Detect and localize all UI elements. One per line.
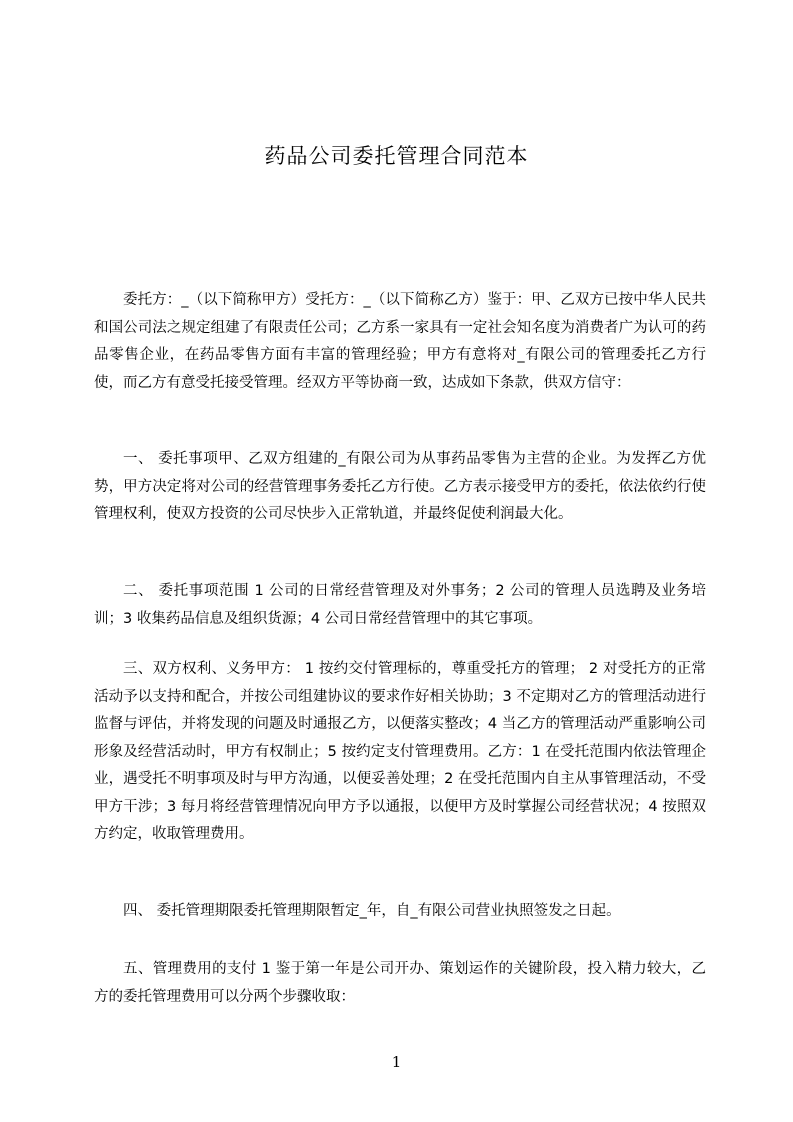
- paragraph-article-4: 四、 委托管理期限委托管理期限暂定_年，自_有限公司营业执照签发之日起。: [123, 903, 621, 919]
- page-number: 1: [391, 1053, 402, 1071]
- paragraph-article-2: 二、 委托事项范围 1 公司的日常经营管理及对外事务；2 公司的管理人员选聘及业务培训；3 收集药品信息及组织货源；4 公司日常经营管理中的其它事项。: [94, 583, 706, 627]
- document-title: 药品公司委托管理合同范本: [264, 144, 529, 168]
- paragraph-article-3: 三、双方权利、义务甲方： 1 按约交付管理标的，尊重受托方的管理； 2 对受托方的正常活动予以支持和配合，并按公司组建协议的要求作好相关协助；3 不定期对乙方的管理活动进行监督与评估，并将发现的问题及时通报乙方，以便落实整改；4 当乙方的管理活动严重影响公司形象及经营活动时，甲方有权制止；5 按约定支付管理费用。乙方：1 在受托范围内依法管理企业，遇受托不明事项及时与甲方沟通，以便妥善处理；2 在受托范围内自主从事管理活动，不受甲方干涉；3 每月将经营管理情况向甲方予以通报，以便甲方及时掌握公司经营状况；4 按照双方约定，收取管理费用。: [94, 661, 706, 842]
- paragraph-article-5: 五、管理费用的支付 1 鉴于第一年是公司开办、策划运作的关键阶段，投入精力较大，乙方的委托管理费用可以分两个步骤收取：: [94, 961, 706, 1005]
- paragraph-article-1: 一、 委托事项甲、乙双方组建的_有限公司为从事药品零售为主营的企业。为发挥乙方优势，甲方决定将对公司的经营管理事务委托乙方行使。乙方表示接受甲方的委托，依法依约行使管理权利，使双方投资的公司尽快步入正常轨道，并最终促使利润最大化。: [94, 451, 706, 522]
- paragraph-preamble: 委托方：_（以下简称甲方）受托方：_（以下简称乙方）鉴于：甲、乙双方已按中华人民共和国公司法之规定组建了有限责任公司；乙方系一家具有一定社会知名度为消费者广为认可的药品零售企业，在药品零售方面有丰富的管理经验；甲方有意将对_有限公司的管理委托乙方行使，而乙方有意受托接受管理。经双方平等协商一致，达成如下条款，供双方信守：: [94, 292, 706, 391]
